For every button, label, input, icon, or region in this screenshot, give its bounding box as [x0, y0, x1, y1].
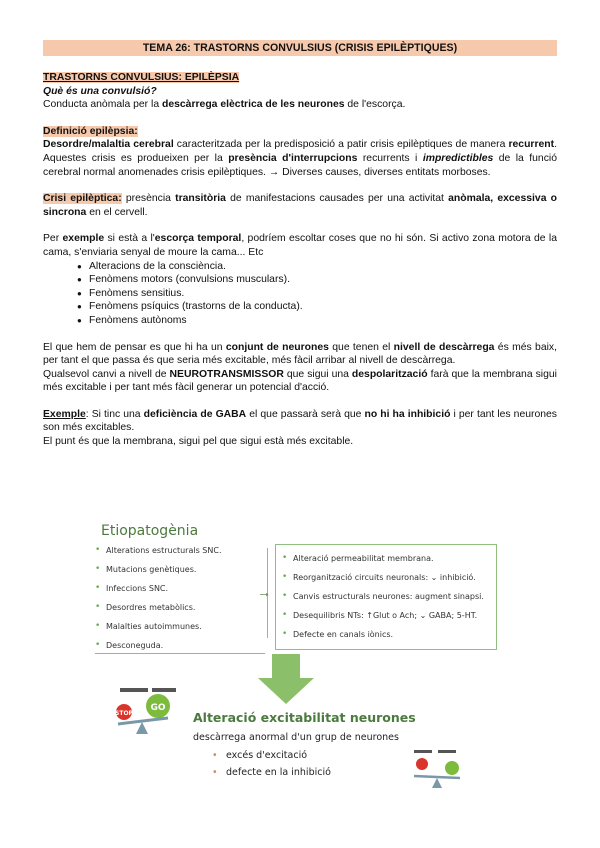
section-heading-definicio: Definició epilèpsia:	[43, 125, 138, 137]
arrow-right-icon: →	[257, 584, 271, 600]
list-item: ● Fenòmens sensitius.	[77, 287, 557, 301]
result-item: • defecte en la inhibició	[212, 764, 331, 781]
list-item: ● Alteracions de la consciència.	[77, 260, 557, 274]
mechanism-item: • Alteració permeabilitat membrana.	[282, 549, 496, 568]
definicio-paragraph: Desordre/malaltia cerebral caracteritzada per la predisposició a patir crisis epilèptiques de manera recurrent. Aquestes crisis es produeixen per la presència d'interrupcions recurrents i impredictibles de la funció cerebral normal anomenades crisis epilèptiques. → Diverses causes, diverses entitats morboses.	[43, 139, 557, 178]
cause-item: • Infeccions SNC.	[95, 579, 265, 598]
small-balance-scale-icon	[410, 748, 466, 790]
causes-box	[95, 541, 265, 654]
conjunt-paragraph: El que hem de pensar es que hi ha un conjunt de neurones que tenen el nivell de descàrrega és més baix, per tant el que passa és que seria més excitable, més fàcil arribar al nivell de descàrrega.	[43, 341, 557, 367]
section-heading-crisi: Crisi epilèptica:	[43, 193, 122, 205]
cause-item: • Desordres metabòlics.	[95, 598, 265, 617]
mechanism-item: • Reorganització circuits neuronals: ⌄ inhibició.	[282, 568, 496, 587]
gaba-paragraph: Exemple: Si tinc una deficiència de GABA el que passarà serà que no hi ha inhibició i per tant les neurones son més excitables.	[43, 408, 558, 434]
mechanism-item: • Canvis estructurals neurones: augment sinapsi.	[282, 587, 496, 606]
stop-label: STOP	[115, 710, 133, 717]
mechanism-item: • Desequilibris NTs: ↑Glut o Ach; ⌄ GABA; 5-HT.	[282, 606, 496, 625]
list-item: ● Fenòmens psíquics (trastorns de la conducta).	[77, 300, 557, 314]
section-heading-epilepsia: TRASTORNS CONVULSIUS: EPILÈPSIA	[43, 72, 240, 83]
go-label: GO	[150, 703, 166, 713]
exemple-paragraph: Per exemple si està a l'escorça temporal, podríem escoltar coses que no hi són. Si activo zona motora de la cama, s'enviaria senyal de moure la cama... Etc	[43, 233, 558, 258]
page-title: TEMA 26: TRASTORNS CONVULSIUS (CRISIS EPILÈPTIQUES)	[43, 40, 557, 56]
mechanism-item: • Defecte en canals iònics.	[282, 625, 496, 644]
list-item: ● Fenòmens motors (convulsions musculars).	[77, 273, 557, 287]
convulsio-definition: Conducta anòmala per la descàrrega elèctrica de les neurones de l'escorça.	[43, 99, 406, 111]
list-item: ● Fenòmens autònoms	[77, 314, 557, 328]
neurotransmissor-paragraph: Qualsevol canvi a nivell de NEUROTRANSMISSOR que sigui una despolarització farà que la membrana sigui més excitable i per tant més fàcil generar un potencial d'acció.	[43, 368, 557, 394]
cause-item: • Malalties autoimmunes.	[95, 617, 265, 636]
result-list	[212, 747, 331, 781]
down-arrow-icon	[258, 654, 314, 704]
question-text: Què és una convulsió?	[43, 85, 157, 97]
membrana-paragraph: El punt és que la membrana, sigui pel que sigui està més excitable.	[43, 436, 354, 448]
result-item: • excés d'excitació	[212, 747, 331, 764]
cause-item: • Mutacions genètiques.	[95, 560, 265, 579]
result-title: Alteració excitabilitat neurones	[193, 710, 416, 725]
mechanisms-box	[275, 544, 497, 650]
document-page	[43, 40, 557, 449]
diagram-title: Etiopatogènia	[101, 523, 199, 539]
crisi-paragraph: Crisi epilèptica: presència transitòria de manifestacions causades per una activitat anòmala, excessiva o sincrona en el cervell.	[43, 193, 557, 218]
cause-item: • Alterations estructurals SNC.	[95, 541, 265, 560]
manifestations-list	[43, 260, 557, 328]
balance-scale-icon	[112, 686, 184, 742]
result-subtitle: descàrrega anormal d'un grup de neurones	[193, 732, 399, 743]
cause-item: • Desconeguda.	[95, 636, 265, 655]
